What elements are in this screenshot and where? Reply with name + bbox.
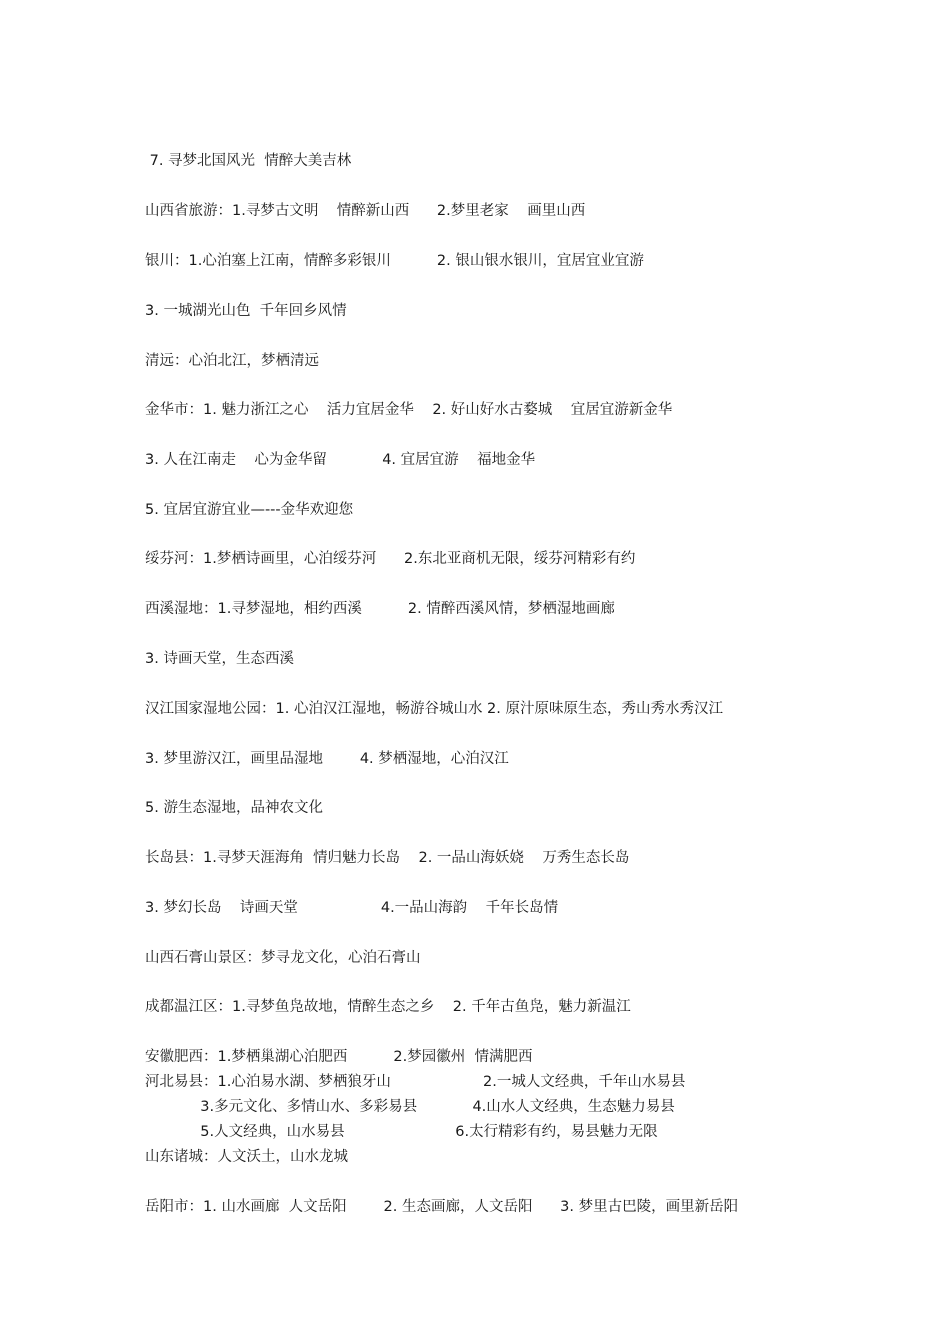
text-line-17: 山西石膏山景区：梦寻龙文化，心泊石膏山 xyxy=(145,950,421,966)
text-line-14: 5. 游生态湿地，品神农文化 xyxy=(145,800,323,816)
text-line-8: 5. 宜居宜游宜业—---金华欢迎您 xyxy=(145,502,354,518)
text-line-19: 安徽肥西：1.梦栖巢湖心泊肥西 2.梦园徽州 情满肥西 xyxy=(145,1049,533,1065)
text-line-18: 成都温江区：1.寻梦鱼凫故地，情醉生态之乡 2. 千年古鱼凫，魅力新温江 xyxy=(145,999,631,1015)
text-line-7: 3. 人在江南走 心为金华留 4. 宜居宜游 福地金华 xyxy=(145,452,536,468)
text-line-5: 清远：心泊北江，梦栖清远 xyxy=(145,353,319,369)
text-line-2: 山西省旅游：1.寻梦古文明 情醉新山西 2.梦里老家 画里山西 xyxy=(145,203,586,219)
text-line-10: 西溪湿地：1.寻梦湿地，相约西溪 2. 情醉西溪风情，梦栖湿地画廊 xyxy=(145,601,615,617)
text-line-11: 3. 诗画天堂，生态西溪 xyxy=(145,651,294,667)
text-line-24: 岳阳市：1. 山水画廊 人文岳阳 2. 生态画廊，人文岳阳 3. 梦里古巴陵，画里新岳阳 xyxy=(145,1199,739,1215)
text-line-22: 5.人文经典，山水易县 6.太行精彩有约，易县魅力无限 xyxy=(145,1124,658,1140)
text-line-1: 7. 寻梦北国风光 情醉大美吉林 xyxy=(145,153,352,169)
text-line-20: 河北易县：1.心泊易水湖、梦栖狼牙山 2.一城人文经典，千年山水易县 xyxy=(145,1074,686,1090)
text-line-9: 绥芬河：1.梦栖诗画里，心泊绥芬河 2.东北亚商机无限，绥芬河精彩有约 xyxy=(145,551,636,567)
text-line-3: 银川：1.心泊塞上江南，情醉多彩银川 2. 银山银水银川，宜居宜业宜游 xyxy=(145,253,644,269)
text-line-4: 3. 一城湖光山色 千年回乡风情 xyxy=(145,303,347,319)
text-line-21: 3.多元文化、多情山水、多彩易县 4.山水人文经典，生态魅力易县 xyxy=(145,1099,675,1115)
text-line-13: 3. 梦里游汉江，画里品湿地 4. 梦栖湿地，心泊汉江 xyxy=(145,751,509,767)
text-line-6: 金华市：1. 魅力浙江之心 活力宜居金华 2. 好山好水古婺城 宜居宜游新金华 xyxy=(145,402,673,418)
text-line-15: 长岛县：1.寻梦天涯海角 情归魅力长岛 2. 一品山海妖娆 万秀生态长岛 xyxy=(145,850,630,866)
text-line-12: 汉江国家湿地公园：1. 心泊汉江湿地，畅游谷城山水 2. 原汁原味原生态，秀山秀水秀汉江 xyxy=(145,701,723,717)
text-line-16: 3. 梦幻长岛 诗画天堂 4.一品山海韵 千年长岛情 xyxy=(145,900,559,916)
text-line-23: 山东诸城：人文沃土，山水龙城 xyxy=(145,1149,348,1165)
